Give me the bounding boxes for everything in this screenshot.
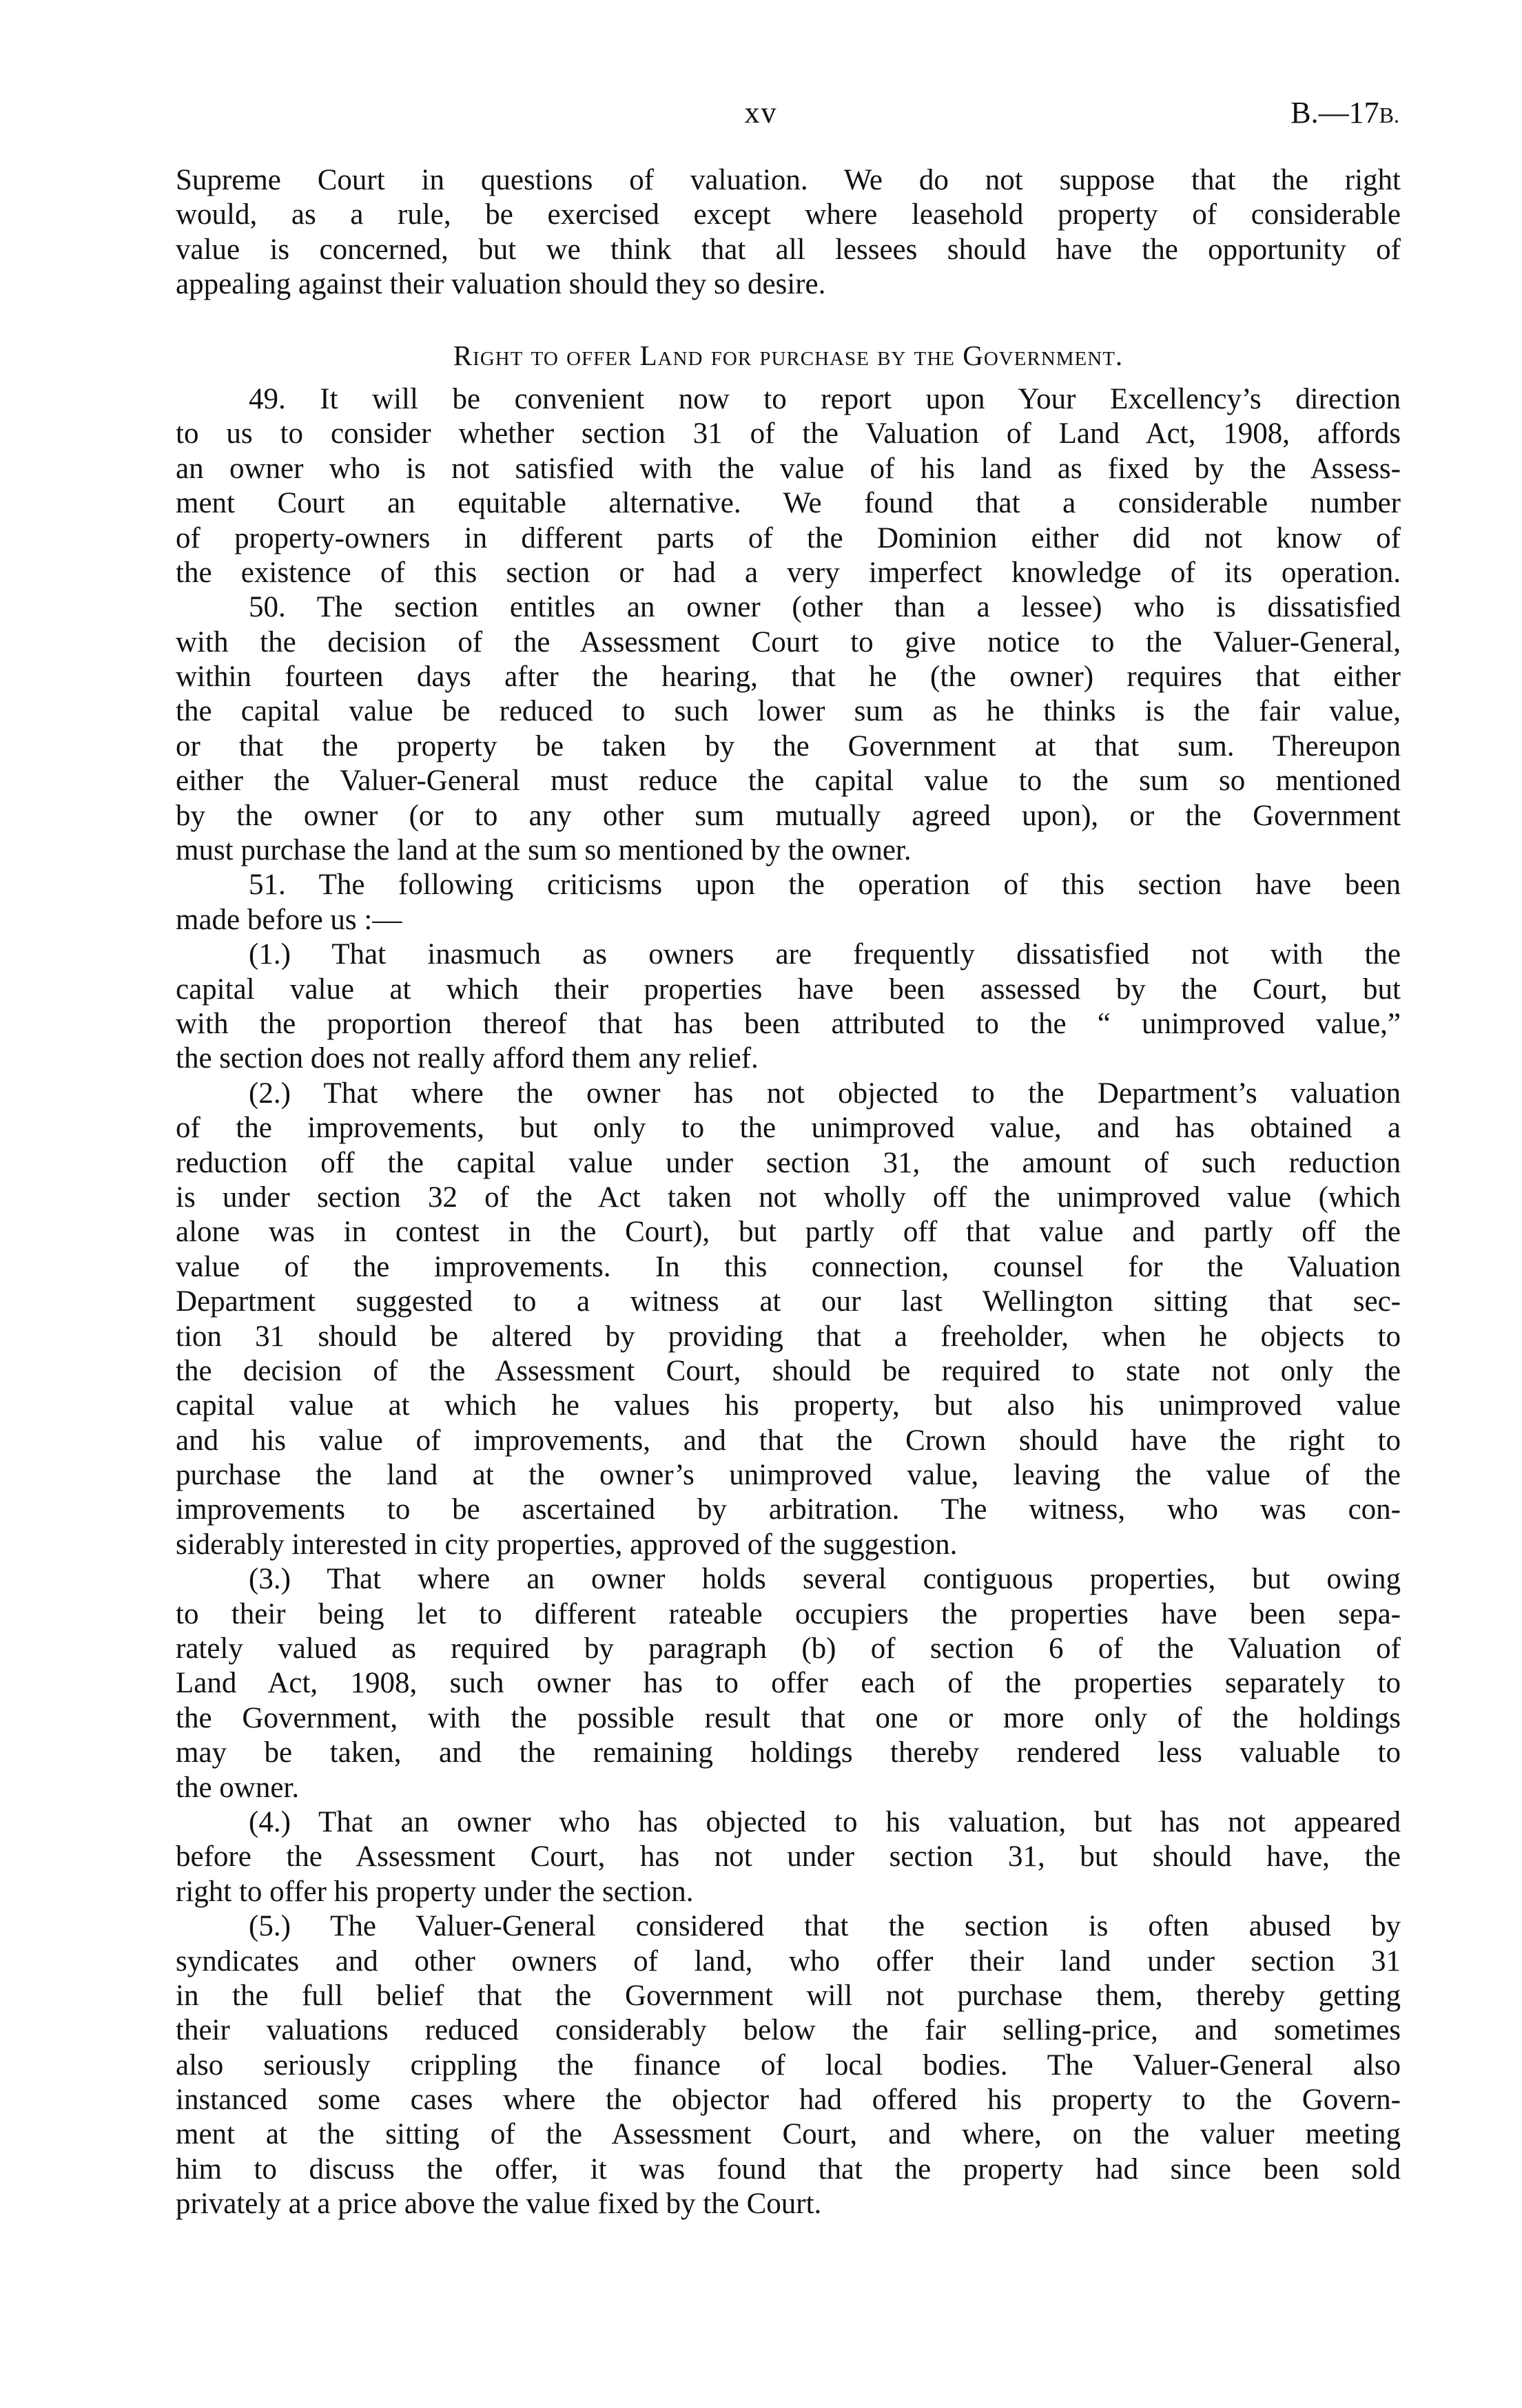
text-line: appealing against their valuation should they so desire. [176, 268, 826, 301]
text-line: also seriously crippling the finance of local bodies. The Valuer-General also [176, 2048, 1401, 2082]
document-reference-main: B.—17 [1290, 96, 1379, 129]
text-line: (5.) The Valuer-General considered that the section is often abused by [249, 1910, 1401, 1943]
text-line: of the improvements, but only to the unimproved value, and has obtained a [176, 1112, 1401, 1145]
text-line: value of the improvements. In this connection, counsel for the Valuation [176, 1250, 1401, 1283]
text-line: is under section 32 of the Act taken not wholly off the unimproved value (which [176, 1181, 1401, 1214]
text-line: ment at the sitting of the Assessment Court, and where, on the valuer meeting [176, 2118, 1401, 2151]
text-line: the section does not really afford them any relief. [176, 1042, 759, 1075]
text-line: purchase the land at the owner’s unimproved value, leaving the value of the [176, 1459, 1401, 1492]
document-body [176, 163, 1401, 2222]
text-line: 51. The following criticisms upon the operation of this section have been [249, 869, 1401, 902]
text-line: the Government, with the possible result that one or more only of the holdings [176, 1701, 1401, 1734]
text-line: value is concerned, but we think that all lessees should have the opportunity of [176, 233, 1401, 266]
criticism-2 [176, 1077, 1401, 1562]
text-line: rately valued as required by paragraph (b) of section 6 of the Valuation of [176, 1632, 1401, 1665]
text-line: Land Act, 1908, such owner has to offer each of the properties separately to [176, 1667, 1401, 1700]
text-line: within fourteen days after the hearing, that he (the owner) requires that either [176, 661, 1401, 694]
continuation [176, 163, 1401, 302]
text-line: an owner who is not satisfied with the value of his land as fixed by the Assess- [176, 452, 1401, 485]
text-line: of property-owners in different parts of the Dominion either did not know of [176, 521, 1401, 554]
text-line: must purchase the land at the sum so mentioned by the owner. [176, 834, 912, 867]
text-line: reduction off the capital value under section 31, the amount of such reduction [176, 1146, 1401, 1179]
para-51 [176, 868, 1401, 937]
text-line: and his value of improvements, and that the Crown should have the right to [176, 1424, 1401, 1457]
text-line: with the decision of the Assessment Court to give notice to the Valuer-General, [176, 625, 1401, 658]
text-line: privately at a price above the value fixed by the Court. [176, 2188, 822, 2221]
text-line: ment Court an equitable alternative. We found that a considerable number [176, 487, 1401, 520]
text-line: tion 31 should be altered by providing that a freeholder, when he objects to [176, 1320, 1401, 1353]
text-line: instanced some cases where the objector had offered his property to the Govern- [176, 2084, 1401, 2117]
text-line: 50. The section entitles an owner (other than a lessee) who is dissatisfied [249, 591, 1401, 624]
text-line: either the Valuer-General must reduce the capital value to the sum so mentioned [176, 765, 1401, 798]
text-line: capital value at which their properties have been assessed by the Court, but [176, 973, 1401, 1006]
text-line: may be taken, and the remaining holdings thereby rendered less valuable to [176, 1736, 1401, 1769]
text-line: (1.) That inasmuch as owners are frequently dissatisfied not with the [249, 938, 1401, 971]
text-line: to their being let to different rateable occupiers the properties have been sepa- [176, 1597, 1401, 1630]
text-line: 49. It will be convenient now to report upon Your Excellency’s direction [249, 382, 1401, 415]
text-line: would, as a rule, be exercised except where leasehold property of considerable [176, 198, 1401, 231]
text-line: (3.) That where an owner holds several contiguous properties, but owing [249, 1563, 1401, 1596]
text-line: the existence of this section or had a very imperfect knowledge of its operation. [176, 556, 1401, 589]
text-line: the capital value be reduced to such lower sum as he thinks is the fair value, [176, 695, 1401, 728]
text-line: their valuations reduced considerably below the fair selling-price, and sometimes [176, 2014, 1401, 2047]
text-line: or that the property be taken by the Government at that sum. Thereupon [176, 729, 1401, 762]
criticism-1 [176, 937, 1401, 1077]
criticism-5 [176, 1909, 1401, 2222]
text-line: (2.) That where the owner has not objected to the Department’s valuation [249, 1077, 1401, 1110]
text-line: right to offer his property under the section. [176, 1875, 694, 1908]
text-line: by the owner (or to any other sum mutually agreed upon), or the Government [176, 799, 1401, 832]
text-line: the decision of the Assessment Court, should be required to state not only the [176, 1354, 1401, 1387]
para-49 [176, 382, 1401, 590]
text-line: with the proportion thereof that has been attributed to the “ unimproved value,” [176, 1007, 1401, 1040]
text-line: capital value at which he values his property, but also his unimproved value [176, 1389, 1401, 1422]
text-line: the owner. [176, 1771, 300, 1804]
text-line: improvements to be ascertained by arbitration. The witness, who was con- [176, 1493, 1401, 1526]
text-line: to us to consider whether section 31 of the Valuation of Land Act, 1908, affords [176, 417, 1401, 450]
para-50 [176, 590, 1401, 868]
document-reference-suffix: B. [1379, 103, 1399, 127]
text-line: alone was in contest in the Court), but partly off that value and partly off the [176, 1216, 1401, 1249]
text-line: before the Assessment Court, has not under section 31, but should have, the [176, 1840, 1401, 1874]
criticism-4 [176, 1805, 1401, 1909]
page-number: xv [744, 96, 778, 129]
text-line: made before us :— [176, 903, 402, 936]
document-reference [1290, 94, 1399, 134]
text-line: (4.) That an owner who has objected to his valuation, but has not appeared [249, 1805, 1401, 1838]
text-line: Department suggested to a witness at our last Wellington sitting that sec- [176, 1285, 1401, 1318]
text-line: syndicates and other owners of land, who offer their land under section 31 [176, 1944, 1401, 1978]
section-heading: Right to offer Land for purchase by the Government. [453, 339, 1124, 371]
criticism-3 [176, 1562, 1401, 1805]
text-line: Supreme Court in questions of valuation. We do not suppose that the right [176, 164, 1401, 196]
text-line: him to discuss the offer, it was found that the property had since been sold [176, 2152, 1401, 2186]
text-line: siderably interested in city properties, approved of the suggestion. [176, 1528, 958, 1561]
text-line: in the full belief that the Government will not purchase them, thereby getting [176, 1979, 1401, 2012]
